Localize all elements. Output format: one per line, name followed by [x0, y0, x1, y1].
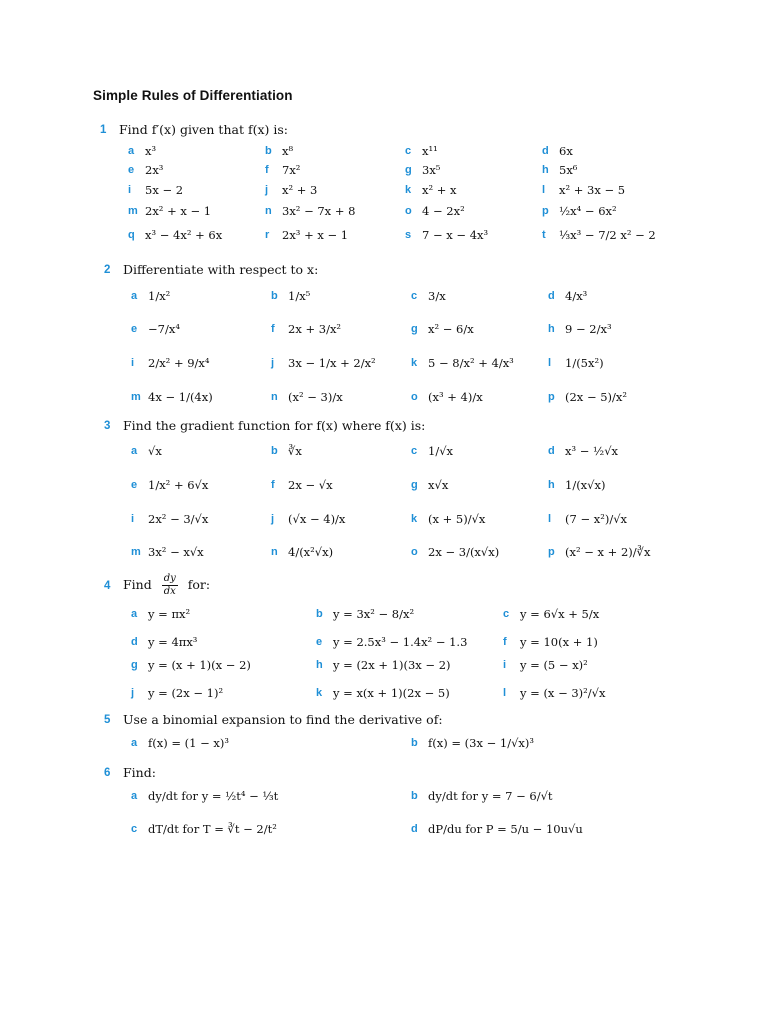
item-expression: 5x − 2: [145, 183, 184, 197]
item-expression: y = 4πx³: [148, 635, 198, 649]
item-label: p: [542, 205, 549, 217]
question-1-prompt: Find f′(x) given that f(x) is:: [119, 122, 288, 137]
item-expression: √x: [148, 444, 162, 458]
item-label: n: [271, 391, 278, 403]
question-4-item-d: [131, 632, 331, 652]
item-label: e: [128, 164, 135, 176]
item-expression: (x² − x + 2)/∛x: [565, 545, 651, 559]
question-4-derivative-fraction: [162, 573, 178, 598]
question-1-item-p: [542, 201, 742, 221]
item-label: o: [411, 391, 418, 403]
item-label: i: [131, 357, 135, 369]
item-expression: 3x − 1/x + 2/x²: [288, 356, 376, 370]
page-title: Simple Rules of Differentiation: [93, 88, 293, 103]
fraction-denominator: dx: [163, 586, 176, 597]
question-1-item-l: [542, 180, 742, 200]
item-label: p: [548, 546, 555, 558]
question-4-item-e: [316, 632, 516, 652]
item-label: j: [265, 184, 269, 196]
question-6-item-b: [411, 786, 611, 806]
question-1-item-h: [542, 160, 742, 180]
question-4-prompt-post: for:: [187, 577, 211, 592]
item-label: q: [128, 229, 135, 241]
item-label: s: [405, 229, 412, 241]
item-label: h: [316, 659, 323, 671]
question-1-item-d: [542, 141, 742, 161]
question-4-item-i: [503, 655, 703, 675]
item-expression: x³: [145, 144, 157, 158]
item-label: f: [271, 323, 275, 335]
question-3-item-h: [548, 475, 748, 495]
question-3-item-l: [548, 509, 748, 529]
item-label: k: [411, 357, 418, 369]
question-1-item-t: [542, 225, 742, 245]
item-label: a: [128, 145, 135, 157]
item-label: a: [131, 608, 138, 620]
item-expression: dT/dt for T = ∛t − 2/t²: [148, 822, 277, 836]
question-6-item-c: [131, 819, 331, 839]
item-expression: y = 3x² − 8/x²: [333, 607, 415, 621]
item-label: c: [411, 290, 418, 302]
item-expression: y = πx²: [148, 607, 191, 621]
item-expression: x³ − ½√x: [565, 444, 619, 458]
item-expression: f(x) = (1 − x)³: [148, 736, 229, 750]
item-label: h: [542, 164, 549, 176]
item-expression: 2x² + x − 1: [145, 204, 212, 218]
item-expression: 2/x² + 9/x⁴: [148, 356, 210, 370]
question-4-item-j: [131, 683, 331, 703]
item-label: b: [411, 790, 418, 802]
question-2-item-l: [548, 353, 748, 373]
item-expression: x¹¹: [422, 144, 438, 158]
item-label: j: [271, 513, 275, 525]
question-4-item-f: [503, 632, 703, 652]
item-expression: y = 2.5x³ − 1.4x² − 1.3: [333, 635, 468, 649]
question-4-item-a: [131, 604, 331, 624]
item-expression: 2x + 3/x²: [288, 322, 342, 336]
question-5-prompt: Use a binomial expansion to find the derivative of:: [123, 712, 443, 727]
item-label: c: [405, 145, 412, 157]
item-expression: 1/√x: [428, 444, 454, 458]
question-6-number: 6: [104, 767, 111, 779]
item-label: b: [271, 290, 278, 302]
item-expression: y = (2x + 1)(3x − 2): [333, 658, 451, 672]
question-2-item-d: [548, 286, 748, 306]
item-label: c: [411, 445, 418, 457]
item-label: b: [265, 145, 272, 157]
item-label: k: [316, 687, 323, 699]
item-label: h: [548, 479, 555, 491]
item-expression: (x² − 3)/x: [288, 390, 343, 404]
item-expression: y = (x + 1)(x − 2): [148, 658, 251, 672]
item-expression: y = x(x + 1)(2x − 5): [333, 686, 450, 700]
item-label: d: [548, 445, 555, 457]
item-label: f: [271, 479, 275, 491]
item-label: a: [131, 737, 138, 749]
question-5-item-b: [411, 733, 611, 753]
question-5-item-a: [131, 733, 331, 753]
item-expression: y = (5 − x)²: [520, 658, 588, 672]
item-label: l: [548, 513, 552, 525]
item-expression: 2x³: [145, 163, 164, 177]
question-3-prompt: Find the gradient function for f(x) where f(x) is:: [123, 418, 426, 433]
item-expression: 3x² − 7x + 8: [282, 204, 356, 218]
question-6-item-a: [131, 786, 331, 806]
item-expression: 3x⁵: [422, 163, 441, 177]
item-expression: ⅓x³ − 7/2 x² − 2: [559, 228, 656, 242]
item-expression: 1/x² + 6√x: [148, 478, 209, 492]
question-4-item-g: [131, 655, 331, 675]
item-label: n: [271, 546, 278, 558]
item-expression: dP/du for P = 5/u − 10u√u: [428, 822, 583, 836]
question-2-number: 2: [104, 264, 111, 276]
item-expression: 7 − x − 4x³: [422, 228, 489, 242]
item-label: h: [548, 323, 555, 335]
item-expression: x⁸: [282, 144, 294, 158]
item-expression: dy/dt for y = ½t⁴ − ⅓t: [148, 789, 279, 803]
item-label: b: [316, 608, 323, 620]
item-expression: 1/x⁵: [288, 289, 311, 303]
question-3-number: 3: [104, 420, 111, 432]
item-expression: 4 − 2x²: [422, 204, 465, 218]
item-label: c: [503, 608, 510, 620]
item-expression: 4/(x²√x): [288, 545, 334, 559]
item-label: d: [411, 823, 418, 835]
item-expression: 4x − 1/(4x): [148, 390, 213, 404]
item-expression: 1/(x√x): [565, 478, 606, 492]
item-label: o: [405, 205, 412, 217]
item-label: d: [131, 636, 138, 648]
item-label: d: [548, 290, 555, 302]
item-expression: x³ − 4x² + 6x: [145, 228, 223, 242]
item-label: l: [503, 687, 507, 699]
item-label: i: [131, 513, 135, 525]
question-5-number: 5: [104, 714, 111, 726]
item-label: i: [503, 659, 507, 671]
item-label: e: [316, 636, 323, 648]
question-6-item-d: [411, 819, 611, 839]
item-expression: y = 6√x + 5/x: [520, 607, 600, 621]
item-expression: 7x²: [282, 163, 301, 177]
question-4-item-b: [316, 604, 516, 624]
item-expression: 3/x: [428, 289, 446, 303]
item-label: g: [405, 164, 412, 176]
item-expression: x² − 6/x: [428, 322, 474, 336]
fraction-numerator: dy: [163, 573, 176, 584]
item-expression: 5x⁶: [559, 163, 578, 177]
item-label: g: [411, 479, 418, 491]
item-label: n: [265, 205, 272, 217]
question-4-item-k: [316, 683, 516, 703]
item-expression: (7 − x²)/√x: [565, 512, 628, 526]
item-expression: (x + 5)/√x: [428, 512, 486, 526]
item-label: a: [131, 290, 138, 302]
item-expression: f(x) = (3x − 1/√x)³: [428, 736, 534, 750]
item-label: p: [548, 391, 555, 403]
question-3-item-d: [548, 441, 748, 461]
item-label: f: [503, 636, 507, 648]
item-label: e: [131, 479, 138, 491]
item-label: e: [131, 323, 138, 335]
item-expression: x² + 3x − 5: [559, 183, 626, 197]
question-6-prompt: Find:: [123, 765, 156, 780]
item-expression: 1/x²: [148, 289, 171, 303]
item-label: l: [548, 357, 552, 369]
item-expression: 2x − 3/(x√x): [428, 545, 500, 559]
item-label: d: [542, 145, 549, 157]
item-expression: 5 − 8/x² + 4/x³: [428, 356, 514, 370]
question-4-prompt: [123, 573, 210, 598]
question-2-prompt: Differentiate with respect to x:: [123, 262, 319, 277]
question-4-item-h: [316, 655, 516, 675]
item-label: k: [405, 184, 412, 196]
item-label: b: [271, 445, 278, 457]
item-label: j: [271, 357, 275, 369]
item-expression: x² + x: [422, 183, 457, 197]
item-label: b: [411, 737, 418, 749]
item-label: f: [265, 164, 269, 176]
item-label: a: [131, 790, 138, 802]
item-label: l: [542, 184, 546, 196]
item-expression: 9 − 2/x³: [565, 322, 612, 336]
item-label: a: [131, 445, 138, 457]
item-expression: 2x³ + x − 1: [282, 228, 349, 242]
item-expression: 6x: [559, 144, 573, 158]
item-label: g: [411, 323, 418, 335]
item-label: c: [131, 823, 138, 835]
item-label: o: [411, 546, 418, 558]
item-expression: −7/x⁴: [148, 322, 180, 336]
question-4-item-c: [503, 604, 703, 624]
item-expression: x√x: [428, 478, 449, 492]
question-4-prompt-pre: Find: [123, 577, 152, 592]
item-expression: ½x⁴ − 6x²: [559, 204, 617, 218]
item-label: j: [131, 687, 135, 699]
item-expression: 4/x³: [565, 289, 588, 303]
item-label: m: [128, 205, 138, 217]
item-expression: 1/(5x²): [565, 356, 604, 370]
question-1-number: 1: [100, 124, 107, 136]
item-label: g: [131, 659, 138, 671]
item-label: i: [128, 184, 132, 196]
item-expression: y = (2x − 1)²: [148, 686, 224, 700]
item-expression: y = 10(x + 1): [520, 635, 598, 649]
item-expression: ∛x: [288, 444, 302, 458]
item-label: k: [411, 513, 418, 525]
question-4-item-l: [503, 683, 703, 703]
item-expression: (2x − 5)/x²: [565, 390, 628, 404]
item-label: r: [265, 229, 270, 241]
item-expression: 2x − √x: [288, 478, 333, 492]
item-expression: 3x² − x√x: [148, 545, 204, 559]
question-4-number: 4: [104, 580, 111, 592]
item-label: m: [131, 546, 141, 558]
item-expression: (√x − 4)/x: [288, 512, 346, 526]
question-3-item-p: [548, 542, 748, 562]
item-expression: x² + 3: [282, 183, 318, 197]
item-label: t: [542, 229, 546, 241]
question-2-item-h: [548, 319, 748, 339]
item-expression: dy/dt for y = 7 − 6/√t: [428, 789, 553, 803]
question-2-item-p: [548, 387, 748, 407]
item-expression: y = (x − 3)²/√x: [520, 686, 606, 700]
item-expression: 2x² − 3/√x: [148, 512, 209, 526]
item-expression: (x³ + 4)/x: [428, 390, 483, 404]
item-label: m: [131, 391, 141, 403]
